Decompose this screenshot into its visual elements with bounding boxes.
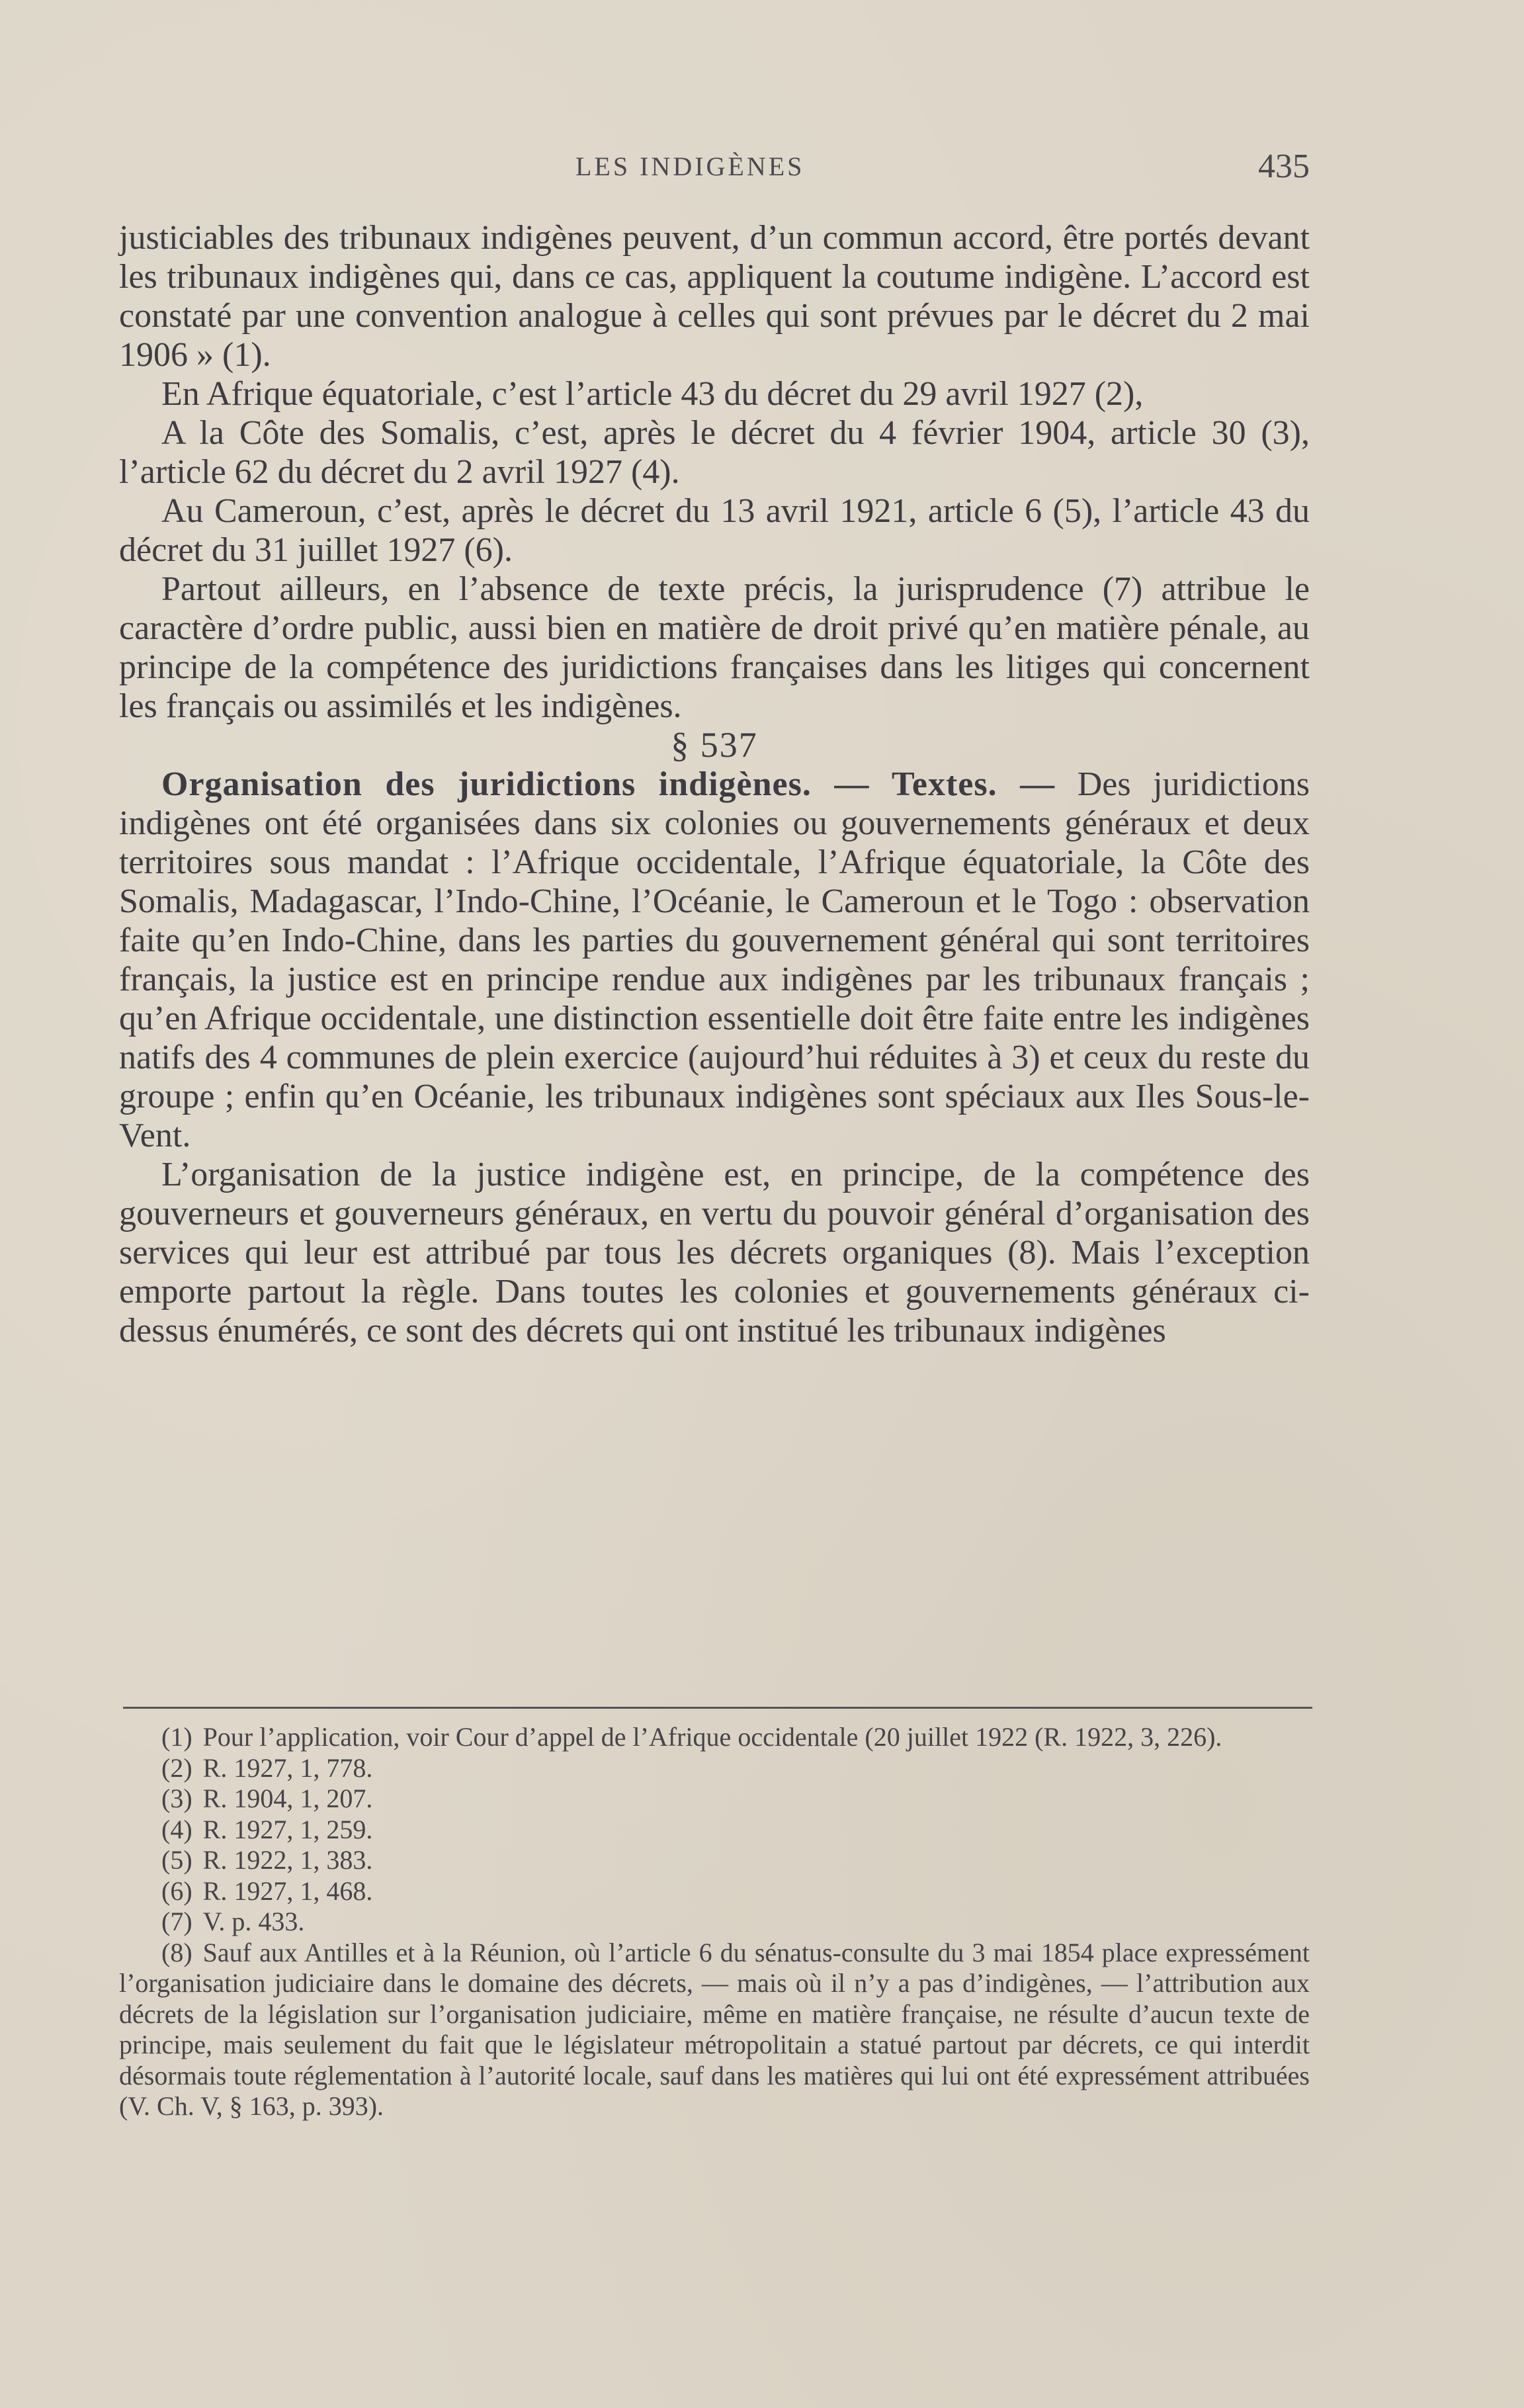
paragraph-text: Des juridictions indigènes ont été organisées dans six colonies ou gouvernements généraux et deux territoires sous mandat : l’Afrique occidentale, l’Afrique équatoriale, la Côte des Somalis, Madagascar, l’Indo-Chine, l’Océanie, le Cameroun et le Togo : observation faite qu’en Indo-Chine, dans les parties du gouvernement général qui sont territoires français, la justice est en principe rendue aux indigènes par les tribunaux français ; qu’en Afrique occidentale, une distinction essentielle doit être faite entre les indigènes natifs des 4 communes de plein exercice (aujourd’hui réduites à 3) et ceux du reste du groupe ; enfin qu’en Océanie, les tribunaux indigènes sont spéciaux aux Iles Sous-le-Vent. bbox=[119, 765, 1310, 1154]
footnote bbox=[119, 1876, 1310, 1907]
footnote-number: (5) bbox=[161, 1845, 192, 1875]
paragraph: Partout ailleurs, en l’absence de texte précis, la jurisprudence (7) attribue le caractère d’ordre public, aussi bien en matière de droit privé qu’en matière pénale, au principe de la compétence des juridictions françaises dans les litiges qui concernent les français ou assimilés et les indigènes. bbox=[119, 570, 1310, 725]
footnotes bbox=[119, 1722, 1310, 2122]
section-paragraph bbox=[119, 765, 1310, 1155]
footnote bbox=[119, 1845, 1310, 1876]
footnote bbox=[119, 1938, 1310, 2122]
footnote-divider bbox=[123, 1707, 1312, 1709]
main-text bbox=[119, 218, 1310, 1350]
footnote-text: Pour l’application, voir Cour d’appel de l’Afrique occidentale (20 juillet 1922 (R. 1922, 3, 226). bbox=[202, 1722, 1222, 1752]
footnote-number: (7) bbox=[161, 1907, 192, 1936]
footnote-text: R. 1927, 1, 468. bbox=[202, 1875, 373, 1906]
footnote-text: R. 1922, 1, 383. bbox=[202, 1845, 373, 1875]
footnote-number: (1) bbox=[161, 1722, 192, 1752]
footnote-text: R. 1927, 1, 259. bbox=[202, 1814, 373, 1844]
footnote-text: Sauf aux Antilles et à la Réunion, où l’article 6 du sénatus-consulte du 3 mai 1854 place expressément l’organisation judiciaire dans le domaine des décrets, — mais où il n’y a pas d’indigènes, — l’attribution aux décrets de la législation sur l’organisation judiciaire, même en matière française, ne résulte d’aucun texte de principe, mais seulement du fait que le législateur métropolitain a statué partout par décrets, ce qui interdit désormais toute réglementation à l’autorité locale, sauf dans les matières qui lui ont été expressément attribuées (V. Ch. V, § 163, p. 393). bbox=[119, 1937, 1310, 2121]
footnote-number: (2) bbox=[161, 1752, 192, 1783]
page-number: 435 bbox=[1258, 148, 1310, 185]
footnote-number: (8) bbox=[161, 1937, 192, 1967]
footnote-text: R. 1904, 1, 207. bbox=[202, 1784, 373, 1813]
running-head bbox=[119, 147, 1310, 193]
footnote bbox=[119, 1907, 1310, 1938]
section-number: § 537 bbox=[671, 725, 758, 765]
footnote bbox=[119, 1815, 1310, 1846]
footnote-text: R. 1927, 1, 778. bbox=[202, 1752, 373, 1783]
paragraph: Au Cameroun, c’est, après le décret du 13 avril 1921, article 6 (5), l’article 43 du décret du 31 juillet 1927 (6). bbox=[119, 492, 1310, 569]
footnote-number: (4) bbox=[161, 1814, 192, 1844]
footnote-text: V. p. 433. bbox=[202, 1907, 305, 1936]
footnote bbox=[119, 1784, 1310, 1815]
footnote-number: (3) bbox=[161, 1784, 192, 1813]
footnote-number: (6) bbox=[161, 1875, 192, 1906]
footnote bbox=[119, 1753, 1310, 1784]
paragraph: justiciables des tribunaux indigènes peuvent, d’un commun accord, être portés devant les tribunaux indigènes qui, dans ce cas, appliquent la coutume indigène. L’accord est constaté par une convention analogue à celles qui sont prévues par le décret du 2 mai 1906 » (1). bbox=[119, 219, 1310, 374]
paragraph: En Afrique équatoriale, c’est l’article 43 du décret du 29 avril 1927 (2), bbox=[161, 375, 1144, 413]
paragraph: A la Côte des Somalis, c’est, après le décret du 4 février 1904, article 30 (3), l’article 62 du décret du 2 avril 1927 (4). bbox=[119, 414, 1310, 491]
footnote bbox=[119, 1722, 1310, 1753]
running-title: LES INDIGÈNES bbox=[575, 151, 805, 181]
section-heading: Organisation des juridictions indigènes. — Textes. — bbox=[161, 765, 1056, 803]
paragraph: L’organisation de la justice indigène est, en principe, de la compétence des gouverneurs et gouverneurs généraux, en vertu du pouvoir général d’organisation des services qui leur est attribué par tous les décrets organiques (8). Mais l’exception emporte partout la règle. Dans toutes les colonies et gouvernements généraux ci-dessus énumérés, ce sont des décrets qui ont institué les tribunaux indigènes bbox=[119, 1156, 1310, 1350]
